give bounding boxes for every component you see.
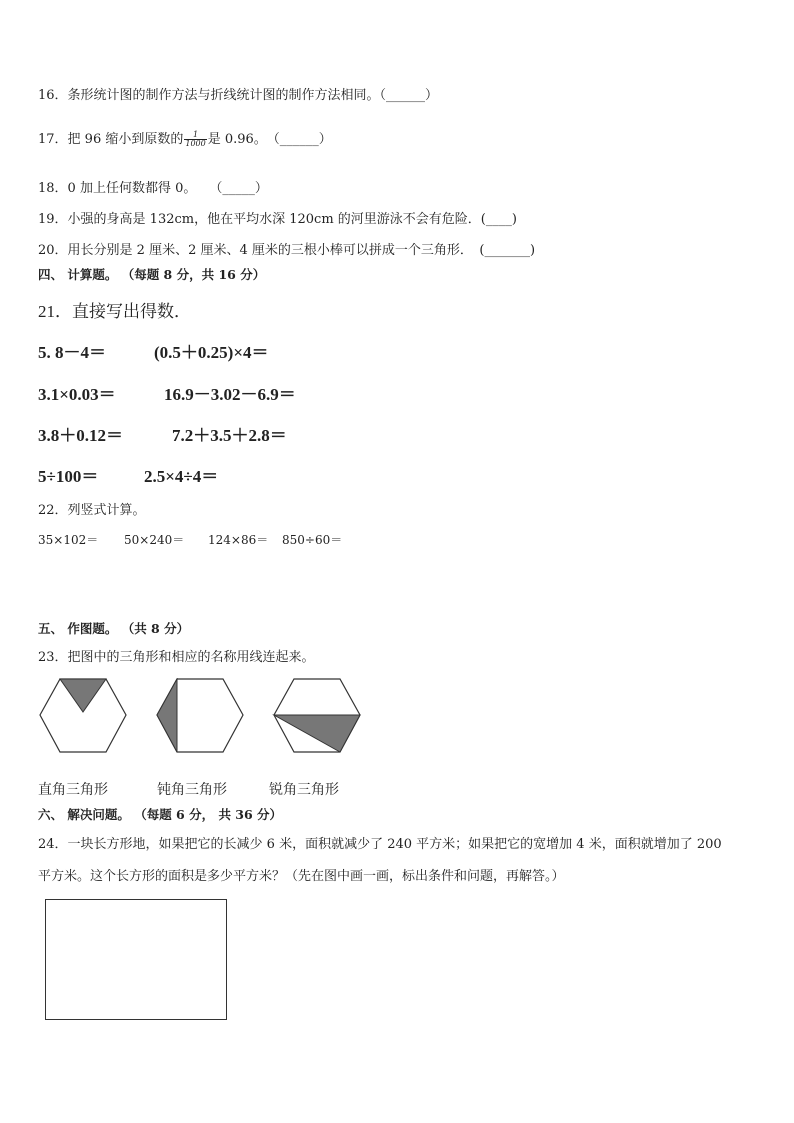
hexagon-figure-2 xyxy=(155,678,245,754)
calc-expression: 3.1×0.03＝ xyxy=(38,385,116,404)
question-24-line-2: 平方米。这个长方形的面积是多少平方米？（先在图中画一画，标出条件和问题，再解答。） xyxy=(38,869,565,884)
vertical-calc-row xyxy=(38,531,438,547)
calc-expression: 2.5×4÷4＝ xyxy=(144,467,219,486)
hexagon-figure-3 xyxy=(272,678,362,754)
question-22: 22．列竖式计算。 xyxy=(38,503,146,518)
label-right-triangle: 直角三角形 xyxy=(38,782,108,798)
label-obtuse-triangle: 钝角三角形 xyxy=(157,782,227,798)
calc-expression: (0.5＋0.25)×4＝ xyxy=(154,343,269,362)
calc-expression: 5. 8－4＝ xyxy=(38,343,106,362)
vertical-calc-item: 35×102＝ xyxy=(38,533,99,547)
calc-expression: 7.2＋3.5＋2.8＝ xyxy=(172,426,287,445)
question-17-tail: 是 0.96。 （______） xyxy=(207,132,332,147)
vertical-calc-item: 850÷60＝ xyxy=(282,533,343,547)
question-23: 23．把图中的三角形和相应的名称用线连起来。 xyxy=(38,650,315,665)
rectangle-drawing-area xyxy=(45,899,227,1020)
question-18: 18．0 加上任何数都得 0。 （_____） xyxy=(38,181,268,196)
question-20: 20．用长分别是 2 厘米、2 厘米、4 厘米的三根小棒可以拼成一个三角形． (_______) xyxy=(38,243,536,258)
hexagon-figure-1 xyxy=(38,678,128,754)
question-17 xyxy=(38,128,332,148)
fraction xyxy=(184,131,206,148)
question-16: 16．条形统计图的制作方法与折线统计图的制作方法相同。（______） xyxy=(38,88,439,103)
obtuse-triangle-shape xyxy=(157,679,177,752)
calc-expression: 5÷100＝ xyxy=(38,467,99,486)
question-24-line-1: 24．一块长方形地，如果把它的长减少 6 米，面积就减少了 240 平方米；如果把它的宽增加 4 米，面积就增加了 200 xyxy=(38,837,722,852)
question-21: 21．直接写出得数． xyxy=(38,302,191,321)
question-17-text: 17．把 96 缩小到原数的 xyxy=(38,132,184,147)
section-5-heading: 五、 作图题。 （共 8 分） xyxy=(38,621,190,636)
vertical-calc-item: 124×86＝ xyxy=(208,533,269,547)
label-acute-triangle: 锐角三角形 xyxy=(269,782,339,798)
section-6-heading: 六、 解决问题。 （每题 6 分， 共 36 分） xyxy=(38,807,283,822)
section-4-heading: 四、 计算题。 （每题 8 分，共 16 分） xyxy=(38,267,266,282)
vertical-calc-item: 50×240＝ xyxy=(124,533,185,547)
fraction-numerator: 1 xyxy=(184,131,206,140)
calc-expression: 3.8＋0.12＝ xyxy=(38,426,123,445)
question-19: 19．小强的身高是 132cm，他在平均水深 120cm 的河里游泳不会有危险．(____) xyxy=(38,212,517,227)
calc-expression: 16.9－3.02－6.9＝ xyxy=(164,385,296,404)
fraction-denominator: 1000 xyxy=(185,139,206,148)
